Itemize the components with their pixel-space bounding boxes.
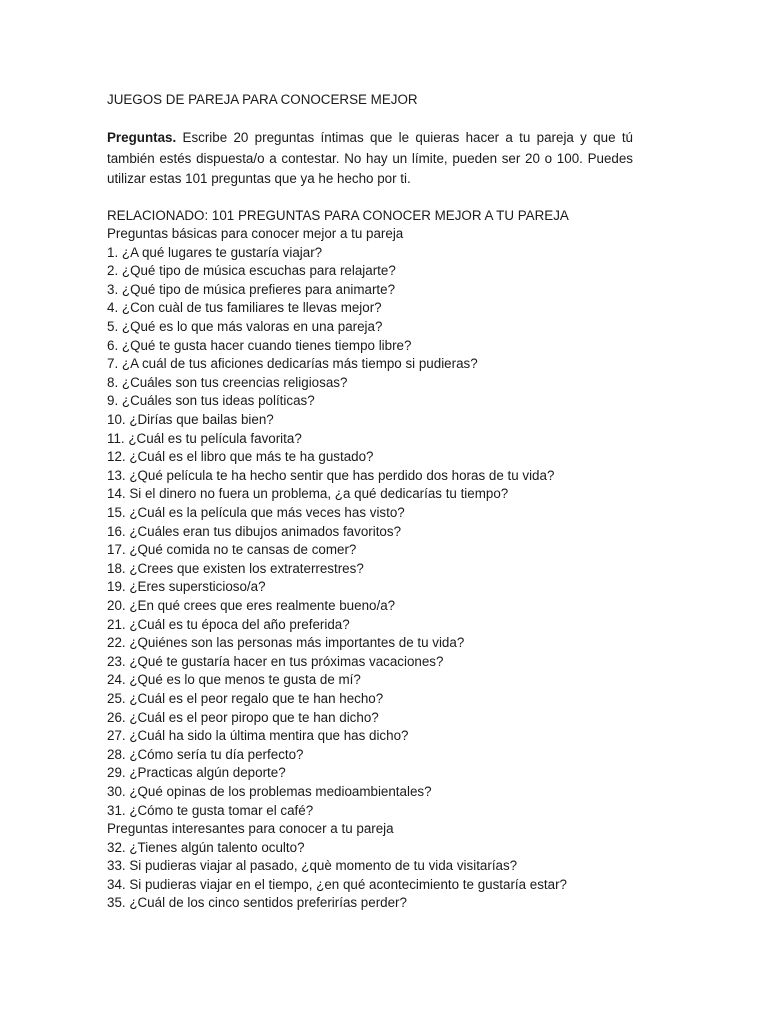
question-item: 29. ¿Practicas algún deporte? <box>107 765 286 781</box>
section-heading-basic: Preguntas básicas para conocer mejor a tu pareja <box>107 226 404 242</box>
question-item: 27. ¿Cuál ha sido la última mentira que has dicho? <box>107 728 409 744</box>
question-item: 20. ¿En qué crees que eres realmente bueno/a? <box>107 597 396 613</box>
question-item: 3. ¿Qué tipo de música prefieres para animarte? <box>107 281 396 297</box>
interesting-questions-list <box>107 839 633 913</box>
question-item: 18. ¿Crees que existen los extraterrestres? <box>107 560 364 576</box>
document-title: JUEGOS DE PAREJA PARA CONOCERSE MEJOR <box>107 92 418 107</box>
question-item: 2. ¿Qué tipo de música escuchas para relajarte? <box>107 263 396 279</box>
question-item: 5. ¿Qué es lo que más valoras en una pareja? <box>107 319 383 335</box>
question-item: 11. ¿Cuál es tu película favorita? <box>107 430 302 446</box>
document-page <box>107 90 633 913</box>
question-item: 31. ¿Cómo te gusta tomar el café? <box>107 802 314 818</box>
question-item: 23. ¿Qué te gustaría hacer en tus próximas vacaciones? <box>107 653 444 669</box>
question-item: 26. ¿Cuál es el peor piropo que te han dicho? <box>107 709 379 725</box>
question-item: 7. ¿A cuál de tus aficiones dedicarías más tiempo si pudieras? <box>107 356 478 372</box>
question-item: 15. ¿Cuál es la película que más veces has visto? <box>107 505 405 520</box>
intro-label: Preguntas. <box>107 130 177 145</box>
question-item: 35. ¿Cuál de los cinco sentidos preferirías perder? <box>107 895 407 911</box>
question-item: 10. ¿Dirías que bailas bien? <box>107 412 274 428</box>
question-item: 4. ¿Con cuàl de tus familiares te llevas mejor? <box>107 300 382 316</box>
question-item: 8. ¿Cuáles son tus creencias religiosas? <box>107 374 348 390</box>
question-item: 28. ¿Cómo sería tu día perfecto? <box>107 746 304 762</box>
question-item: 9. ¿Cuáles son tus ideas políticas? <box>107 393 315 409</box>
intro-paragraph <box>107 128 633 190</box>
question-item: 25. ¿Cuál es el peor regalo que te han hecho? <box>107 690 384 706</box>
question-item: 21. ¿Cuál es tu época del año preferida? <box>107 616 350 632</box>
question-item: 1. ¿A qué lugares te gustaría viajar? <box>107 244 323 260</box>
related-heading: RELACIONADO: 101 PREGUNTAS PARA CONOCER MEJOR A TU PAREJA <box>107 207 569 223</box>
question-item: 22. ¿Quiénes son las personas más importantes de tu vida? <box>107 635 465 651</box>
question-item: 32. ¿Tienes algún talento oculto? <box>107 839 305 855</box>
question-item: 13. ¿Qué película te ha hecho sentir que has perdido dos horas de tu vida? <box>107 467 555 483</box>
section-heading-interesting: Preguntas interesantes para conocer a tu pareja <box>107 821 394 837</box>
question-item: 14. Si el dinero no fuera un problema, ¿a qué dedicarías tu tiempo? <box>107 486 509 502</box>
question-item: 16. ¿Cuáles eran tus dibujos animados favoritos? <box>107 523 402 539</box>
question-item: 6. ¿Qué te gusta hacer cuando tienes tiempo libre? <box>107 337 412 353</box>
question-item: 17. ¿Qué comida no te cansas de comer? <box>107 542 357 558</box>
question-item: 24. ¿Qué es lo que menos te gusta de mí? <box>107 672 361 688</box>
question-item: 34. Si pudieras viajar en el tiempo, ¿en qué acontecimiento te gustaría estar? <box>107 876 568 892</box>
question-item: 12. ¿Cuál es el libro que más te ha gustado? <box>107 449 374 465</box>
related-section <box>107 207 633 914</box>
basic-questions-list <box>107 244 633 820</box>
question-item: 33. Si pudieras viajar al pasado, ¿què momento de tu vida visitarías? <box>107 858 518 874</box>
intro-text: Escribe 20 preguntas íntimas que le quieras hacer a tu pareja y que tú también estés dispuesta/o a contestar. No hay un límite, pueden ser 20 o 100. Puedes utilizar estas 101 preguntas que ya he hecho por ti. <box>107 130 633 186</box>
question-item: 30. ¿Qué opinas de los problemas medioambientales? <box>107 783 432 799</box>
question-item: 19. ¿Eres supersticioso/a? <box>107 579 266 595</box>
